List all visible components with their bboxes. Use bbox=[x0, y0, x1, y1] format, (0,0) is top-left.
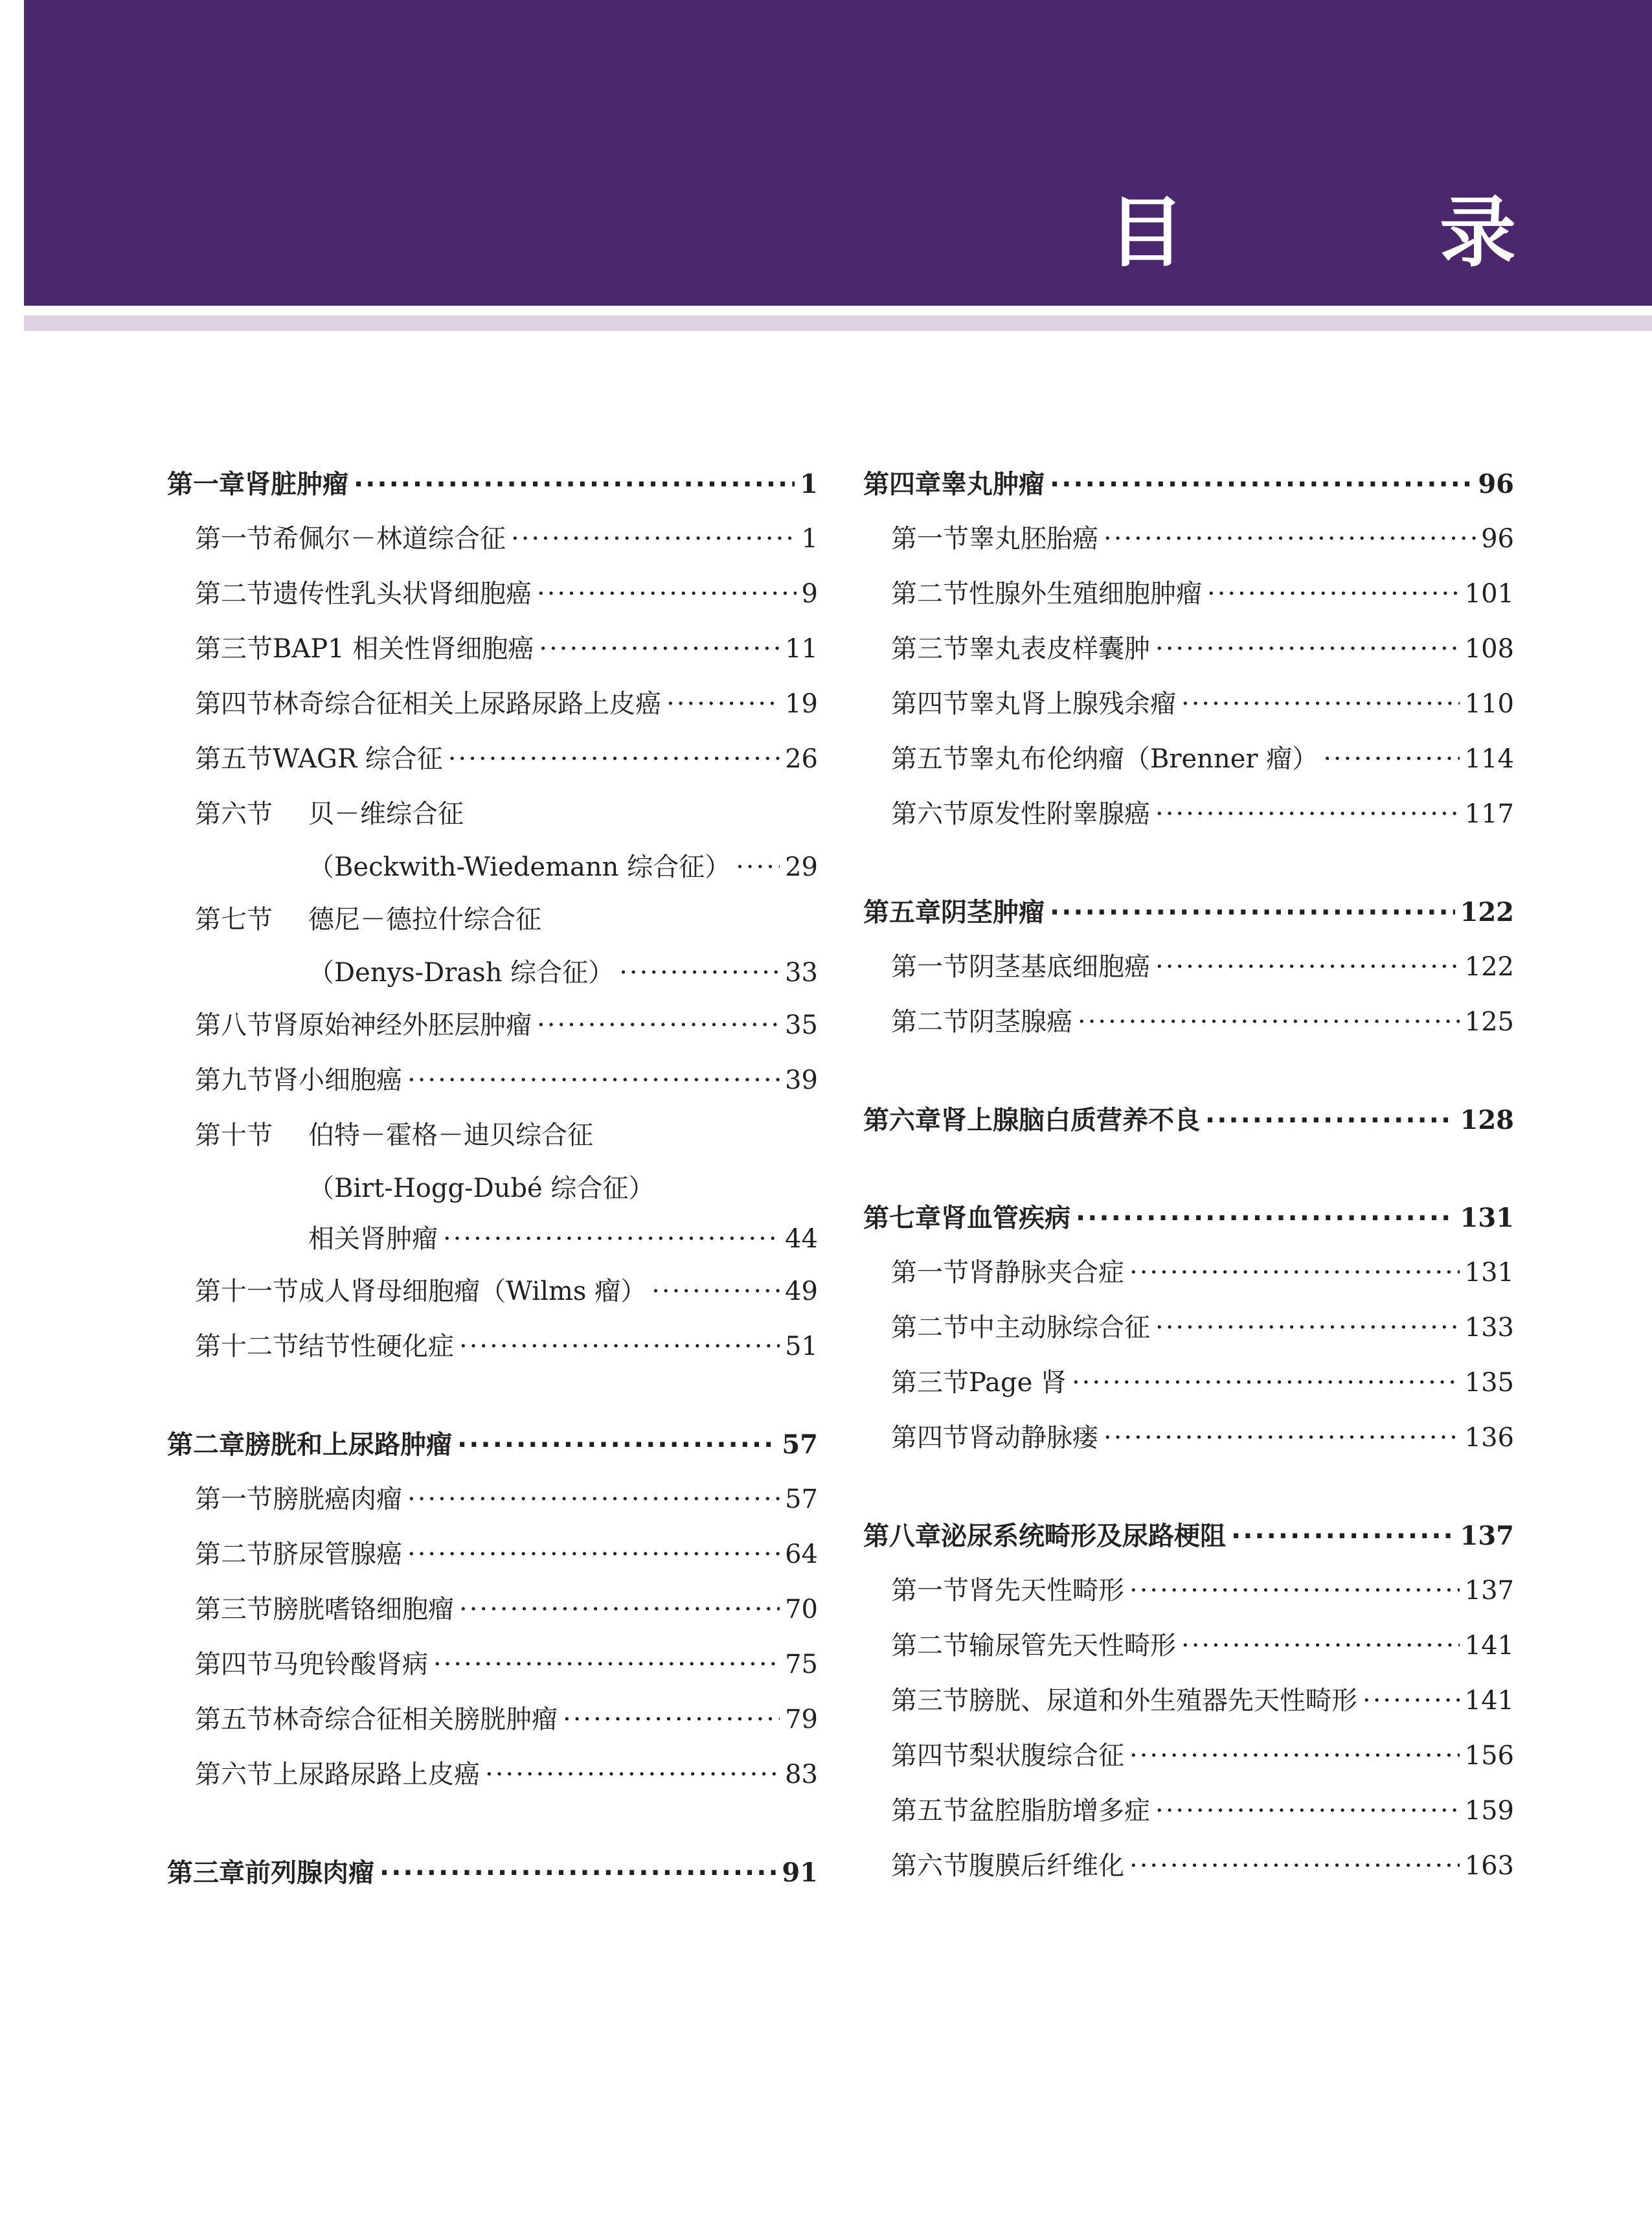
section-number: 第五节 bbox=[195, 744, 273, 774]
chapter-number: 第八章 bbox=[863, 1521, 941, 1551]
section-entry-continued[interactable] bbox=[167, 1214, 818, 1264]
section-number: 第五节 bbox=[195, 1705, 273, 1734]
section-title: 结节性硬化症 bbox=[299, 1332, 454, 1361]
leader-dots bbox=[539, 622, 780, 677]
section-title: Page 肾 bbox=[969, 1368, 1067, 1398]
chapter-title: 肾脏肿瘤 bbox=[245, 470, 348, 499]
section-number: 第八节 bbox=[195, 1010, 273, 1040]
section-number: 第四节 bbox=[195, 689, 273, 719]
section-entry[interactable] bbox=[167, 622, 818, 677]
section-number: 第二节 bbox=[891, 1313, 969, 1343]
section-title: （Denys-Drash 综合征） bbox=[308, 958, 615, 988]
section-page-number: 35 bbox=[785, 1010, 818, 1040]
section-page-number: 57 bbox=[785, 1484, 818, 1514]
section-entry[interactable] bbox=[863, 732, 1514, 787]
chapter-block bbox=[167, 1417, 818, 1802]
section-number: 第九节 bbox=[195, 1065, 273, 1095]
leader-dots bbox=[1050, 457, 1473, 512]
section-number: 第三节 bbox=[195, 1595, 273, 1624]
chapter-block bbox=[863, 885, 1514, 1050]
chapter-entry[interactable] bbox=[863, 457, 1514, 512]
leader-dots bbox=[1155, 1784, 1460, 1839]
leader-dots bbox=[1129, 1839, 1460, 1894]
section-number: 第一节 bbox=[891, 1576, 969, 1606]
section-entry[interactable] bbox=[167, 892, 818, 948]
section-title: 输尿管先天性畸形 bbox=[969, 1631, 1176, 1661]
chapter-block bbox=[863, 1190, 1514, 1466]
section-entry[interactable] bbox=[167, 1319, 818, 1374]
leader-dots bbox=[1231, 1509, 1455, 1564]
section-page-number: 11 bbox=[785, 634, 818, 664]
leader-dots bbox=[1129, 1729, 1460, 1784]
chapter-title: 前列腺肉瘤 bbox=[245, 1858, 374, 1888]
chapter-page-number: 137 bbox=[1460, 1521, 1514, 1551]
section-page-number: 131 bbox=[1464, 1258, 1514, 1288]
section-title: 睾丸胚胎癌 bbox=[969, 524, 1098, 554]
chapter-page-number: 57 bbox=[782, 1429, 818, 1460]
chapter-entry[interactable] bbox=[863, 1190, 1514, 1245]
section-entry-continued[interactable] bbox=[167, 842, 818, 892]
section-number: 第四节 bbox=[891, 1423, 969, 1453]
section-title: 性腺外生殖细胞肿瘤 bbox=[969, 579, 1202, 609]
section-page-number: 159 bbox=[1464, 1796, 1514, 1826]
section-page-number: 136 bbox=[1464, 1423, 1514, 1453]
section-page-number: 133 bbox=[1464, 1313, 1514, 1343]
section-entry[interactable] bbox=[863, 1618, 1514, 1674]
section-entry[interactable] bbox=[167, 1692, 818, 1747]
section-entry[interactable] bbox=[863, 1729, 1514, 1784]
chapter-entry[interactable] bbox=[167, 457, 818, 512]
section-entry-continued[interactable] bbox=[167, 948, 818, 998]
chapter-number: 第六章 bbox=[863, 1106, 941, 1135]
section-number: 第二节 bbox=[195, 579, 273, 609]
section-entry[interactable] bbox=[863, 1300, 1514, 1356]
chapter-entry[interactable] bbox=[863, 1508, 1514, 1563]
section-title: 肾小细胞癌 bbox=[273, 1065, 402, 1095]
leader-dots bbox=[1155, 622, 1460, 677]
section-title: 肾先天性畸形 bbox=[969, 1576, 1124, 1606]
section-title: 腹膜后纤维化 bbox=[969, 1851, 1124, 1881]
section-title: 脐尿管腺癌 bbox=[273, 1539, 402, 1569]
section-entry[interactable] bbox=[167, 677, 818, 732]
section-entry[interactable] bbox=[863, 1245, 1514, 1300]
leader-dots bbox=[1323, 732, 1459, 787]
chapter-page-number: 1 bbox=[800, 469, 818, 499]
section-page-number: 83 bbox=[785, 1760, 818, 1789]
leader-dots bbox=[1155, 1300, 1460, 1356]
section-page-number: 135 bbox=[1464, 1368, 1514, 1398]
chapter-number: 第三章 bbox=[167, 1858, 245, 1888]
section-entry[interactable] bbox=[167, 512, 818, 567]
section-number: 第四节 bbox=[891, 689, 969, 719]
section-entry[interactable] bbox=[167, 1747, 818, 1802]
leader-dots bbox=[407, 1472, 780, 1527]
section-number: 第三节 bbox=[891, 634, 969, 664]
section-entry[interactable] bbox=[863, 512, 1514, 567]
section-page-number: 163 bbox=[1464, 1851, 1514, 1881]
section-number: 第五节 bbox=[891, 1796, 969, 1826]
chapter-block bbox=[167, 1845, 818, 1900]
section-title: 睾丸布伦纳瘤（Brenner 瘤） bbox=[969, 744, 1318, 774]
section-title: 原发性附睾腺癌 bbox=[969, 799, 1150, 829]
section-page-number: 44 bbox=[785, 1224, 818, 1254]
leader-dots bbox=[1181, 1618, 1460, 1674]
leader-dots bbox=[379, 1846, 776, 1901]
section-entry[interactable] bbox=[863, 787, 1514, 842]
section-entry[interactable] bbox=[863, 622, 1514, 677]
leader-dots bbox=[459, 1582, 780, 1637]
section-title: （Beckwith-Wiedemann 综合征） bbox=[308, 852, 731, 882]
section-entry[interactable] bbox=[167, 567, 818, 622]
section-page-number: 110 bbox=[1464, 689, 1514, 719]
leader-dots bbox=[1103, 512, 1476, 567]
section-entry[interactable] bbox=[863, 940, 1514, 995]
section-entry[interactable] bbox=[863, 1356, 1514, 1411]
section-number: 第一节 bbox=[891, 1258, 969, 1288]
section-number: 第二节 bbox=[195, 1539, 273, 1569]
section-number: 第五节 bbox=[891, 744, 969, 774]
section-page-number: 26 bbox=[785, 744, 818, 774]
chapter-page-number: 96 bbox=[1478, 469, 1514, 499]
chapter-block bbox=[863, 1093, 1514, 1148]
leader-dots bbox=[651, 1264, 780, 1319]
leader-dots bbox=[448, 732, 780, 787]
section-number: 第六节 bbox=[195, 1760, 273, 1789]
leader-dots bbox=[666, 677, 780, 732]
leader-dots bbox=[511, 512, 797, 567]
section-entry[interactable] bbox=[863, 995, 1514, 1050]
section-page-number: 108 bbox=[1464, 634, 1514, 664]
section-title: 睾丸表皮样囊肿 bbox=[969, 634, 1150, 664]
chapter-number: 第七章 bbox=[863, 1203, 941, 1233]
section-entry[interactable] bbox=[167, 1527, 818, 1582]
leader-dots bbox=[1155, 940, 1460, 995]
section-page-number: 64 bbox=[785, 1539, 818, 1569]
toc-column-left bbox=[167, 457, 818, 1943]
chapter-entry[interactable] bbox=[863, 1093, 1514, 1148]
leader-dots bbox=[1363, 1674, 1460, 1729]
section-page-number: 96 bbox=[1481, 524, 1514, 554]
chapter-title: 肾血管疾病 bbox=[941, 1203, 1070, 1233]
leader-dots bbox=[1103, 1411, 1460, 1466]
section-title: 马兜铃酸肾病 bbox=[273, 1650, 428, 1679]
section-number: 第六节 bbox=[891, 1851, 969, 1881]
section-entry[interactable] bbox=[167, 998, 818, 1053]
section-page-number: 117 bbox=[1464, 799, 1514, 829]
section-title: 梨状腹综合征 bbox=[969, 1741, 1124, 1771]
leader-dots bbox=[1050, 885, 1455, 940]
chapter-page-number: 131 bbox=[1460, 1203, 1514, 1233]
section-title: 德尼－德拉什综合征 bbox=[308, 905, 541, 935]
leader-dots bbox=[537, 567, 797, 622]
chapter-entry[interactable] bbox=[863, 885, 1514, 940]
chapter-number: 第五章 bbox=[863, 898, 941, 927]
section-page-number: 70 bbox=[785, 1595, 818, 1624]
leader-dots bbox=[619, 948, 780, 998]
section-title: 盆腔脂肪增多症 bbox=[969, 1796, 1150, 1826]
section-number: 第三节 bbox=[891, 1686, 969, 1716]
leader-dots bbox=[1129, 1563, 1460, 1618]
section-number: 第三节 bbox=[891, 1368, 969, 1398]
section-entry[interactable] bbox=[863, 1411, 1514, 1466]
chapter-title: 阴茎肿瘤 bbox=[941, 898, 1045, 927]
header-accent-band bbox=[24, 315, 1652, 331]
section-page-number: 125 bbox=[1464, 1007, 1514, 1037]
chapter-block bbox=[167, 457, 818, 1374]
section-number: 第四节 bbox=[195, 1650, 273, 1679]
section-number: 第七节 bbox=[195, 905, 273, 935]
leader-dots bbox=[407, 1527, 780, 1582]
leader-dots bbox=[1181, 677, 1460, 732]
section-title: 中主动脉综合征 bbox=[969, 1313, 1150, 1343]
section-page-number: 1 bbox=[801, 524, 818, 554]
chapter-page-number: 122 bbox=[1460, 897, 1514, 927]
section-title: 林奇综合征相关膀胱肿瘤 bbox=[273, 1705, 558, 1734]
leader-dots bbox=[485, 1747, 780, 1802]
chapter-block bbox=[863, 1508, 1514, 1894]
section-title: 睾丸肾上腺残余瘤 bbox=[969, 689, 1176, 719]
section-title: 阴茎腺癌 bbox=[969, 1007, 1072, 1037]
section-number: 第一节 bbox=[891, 952, 969, 982]
section-title: 成人肾母细胞瘤（Wilms 瘤） bbox=[299, 1277, 647, 1306]
chapter-number: 第一章 bbox=[167, 470, 245, 499]
section-title: 肾原始神经外胚层肿瘤 bbox=[273, 1010, 532, 1040]
section-page-number: 51 bbox=[785, 1332, 818, 1361]
leader-dots bbox=[563, 1692, 780, 1747]
section-page-number: 79 bbox=[785, 1705, 818, 1734]
section-entry[interactable] bbox=[863, 1674, 1514, 1729]
section-entry[interactable] bbox=[167, 787, 818, 842]
section-entry[interactable] bbox=[863, 1784, 1514, 1839]
section-entry[interactable] bbox=[863, 567, 1514, 622]
section-entry[interactable] bbox=[167, 1637, 818, 1692]
section-page-number: 137 bbox=[1464, 1576, 1514, 1606]
section-title: 上尿路尿路上皮癌 bbox=[273, 1760, 480, 1789]
section-title: WAGR 综合征 bbox=[273, 744, 443, 774]
page-title: 目 录 bbox=[1107, 187, 1605, 277]
section-number: 第二节 bbox=[891, 1631, 969, 1661]
section-entry[interactable] bbox=[167, 732, 818, 787]
chapter-title: 泌尿系统畸形及尿路梗阻 bbox=[941, 1521, 1226, 1551]
leader-dots bbox=[1205, 1093, 1455, 1148]
section-title: （Birt-Hogg-Dubé 综合征） bbox=[308, 1174, 655, 1203]
section-title: 阴茎基底细胞癌 bbox=[969, 952, 1150, 982]
section-entry[interactable] bbox=[167, 1108, 818, 1163]
section-entry[interactable] bbox=[167, 1582, 818, 1637]
section-title: 膀胱癌肉瘤 bbox=[273, 1484, 402, 1514]
section-page-number: 49 bbox=[785, 1277, 818, 1306]
section-page-number: 19 bbox=[785, 689, 818, 719]
section-title: 贝－维综合征 bbox=[308, 799, 464, 829]
section-title: 肾动静脉瘘 bbox=[969, 1423, 1098, 1453]
section-number: 第二节 bbox=[891, 579, 969, 609]
chapter-entry[interactable] bbox=[167, 1417, 818, 1472]
section-page-number: 33 bbox=[785, 958, 818, 988]
section-page-number: 114 bbox=[1464, 744, 1514, 774]
leader-dots bbox=[457, 1418, 776, 1473]
section-title: BAP1 相关性肾细胞癌 bbox=[273, 634, 534, 664]
chapter-page-number: 91 bbox=[782, 1857, 818, 1888]
section-page-number: 101 bbox=[1464, 579, 1514, 609]
leader-dots bbox=[1076, 1191, 1455, 1246]
leader-dots bbox=[443, 1214, 780, 1264]
toc-column-right bbox=[863, 457, 1514, 1936]
section-number: 第二节 bbox=[891, 1007, 969, 1037]
section-page-number: 39 bbox=[785, 1065, 818, 1095]
chapter-number: 第二章 bbox=[167, 1430, 245, 1460]
section-title: 希佩尔－林道综合征 bbox=[273, 524, 506, 554]
leader-dots bbox=[459, 1319, 780, 1374]
section-entry[interactable] bbox=[863, 1839, 1514, 1894]
section-title: 膀胱嗜铬细胞瘤 bbox=[273, 1595, 454, 1624]
section-title: 相关肾肿瘤 bbox=[308, 1224, 438, 1254]
section-entry[interactable] bbox=[167, 1264, 818, 1319]
chapter-page-number: 128 bbox=[1460, 1105, 1514, 1135]
leader-dots bbox=[537, 998, 780, 1053]
chapter-title: 膀胱和上尿路肿瘤 bbox=[245, 1430, 452, 1460]
section-title: 遗传性乳头状肾细胞癌 bbox=[273, 579, 532, 609]
section-number: 第十一节 bbox=[195, 1277, 299, 1306]
section-title: 林奇综合征相关上尿路尿路上皮癌 bbox=[273, 689, 661, 719]
section-title: 伯特－霍格－迪贝综合征 bbox=[308, 1120, 593, 1150]
leader-dots bbox=[1155, 787, 1460, 842]
section-page-number: 122 bbox=[1464, 952, 1514, 982]
section-entry[interactable] bbox=[167, 1053, 818, 1108]
leader-dots bbox=[1207, 567, 1460, 622]
chapter-title: 肾上腺脑白质营养不良 bbox=[941, 1106, 1200, 1135]
leader-dots bbox=[354, 457, 795, 512]
section-page-number: 141 bbox=[1464, 1686, 1514, 1716]
section-title: 膀胱、尿道和外生殖器先天性畸形 bbox=[969, 1686, 1357, 1716]
section-page-number: 75 bbox=[785, 1650, 818, 1679]
chapter-title: 睾丸肿瘤 bbox=[941, 470, 1045, 499]
section-number: 第一节 bbox=[891, 524, 969, 554]
header-banner bbox=[24, 0, 1652, 306]
chapter-entry[interactable] bbox=[167, 1845, 818, 1900]
section-page-number: 156 bbox=[1464, 1741, 1514, 1771]
leader-dots bbox=[736, 842, 780, 892]
leader-dots bbox=[1129, 1245, 1460, 1300]
leader-dots bbox=[407, 1053, 780, 1108]
chapter-block bbox=[863, 457, 1514, 842]
section-number: 第六节 bbox=[891, 799, 969, 829]
section-page-number: 29 bbox=[785, 852, 818, 882]
section-entry[interactable] bbox=[167, 1472, 818, 1527]
section-entry[interactable] bbox=[863, 1563, 1514, 1618]
leader-dots bbox=[433, 1637, 780, 1692]
section-number: 第十二节 bbox=[195, 1332, 299, 1361]
section-title: 肾静脉夹合症 bbox=[969, 1258, 1124, 1288]
section-number: 第四节 bbox=[891, 1741, 969, 1771]
section-number: 第三节 bbox=[195, 634, 273, 664]
leader-dots bbox=[1078, 995, 1460, 1050]
section-number: 第一节 bbox=[195, 1484, 273, 1514]
section-page-number: 141 bbox=[1464, 1631, 1514, 1661]
section-number: 第一节 bbox=[195, 524, 273, 554]
chapter-number: 第四章 bbox=[863, 470, 941, 499]
leader-dots bbox=[1072, 1356, 1460, 1411]
section-page-number: 9 bbox=[801, 579, 818, 609]
section-number: 第十节 bbox=[195, 1120, 273, 1150]
section-entry-continued[interactable] bbox=[167, 1163, 818, 1214]
section-entry[interactable] bbox=[863, 677, 1514, 732]
section-number: 第六节 bbox=[195, 799, 273, 829]
